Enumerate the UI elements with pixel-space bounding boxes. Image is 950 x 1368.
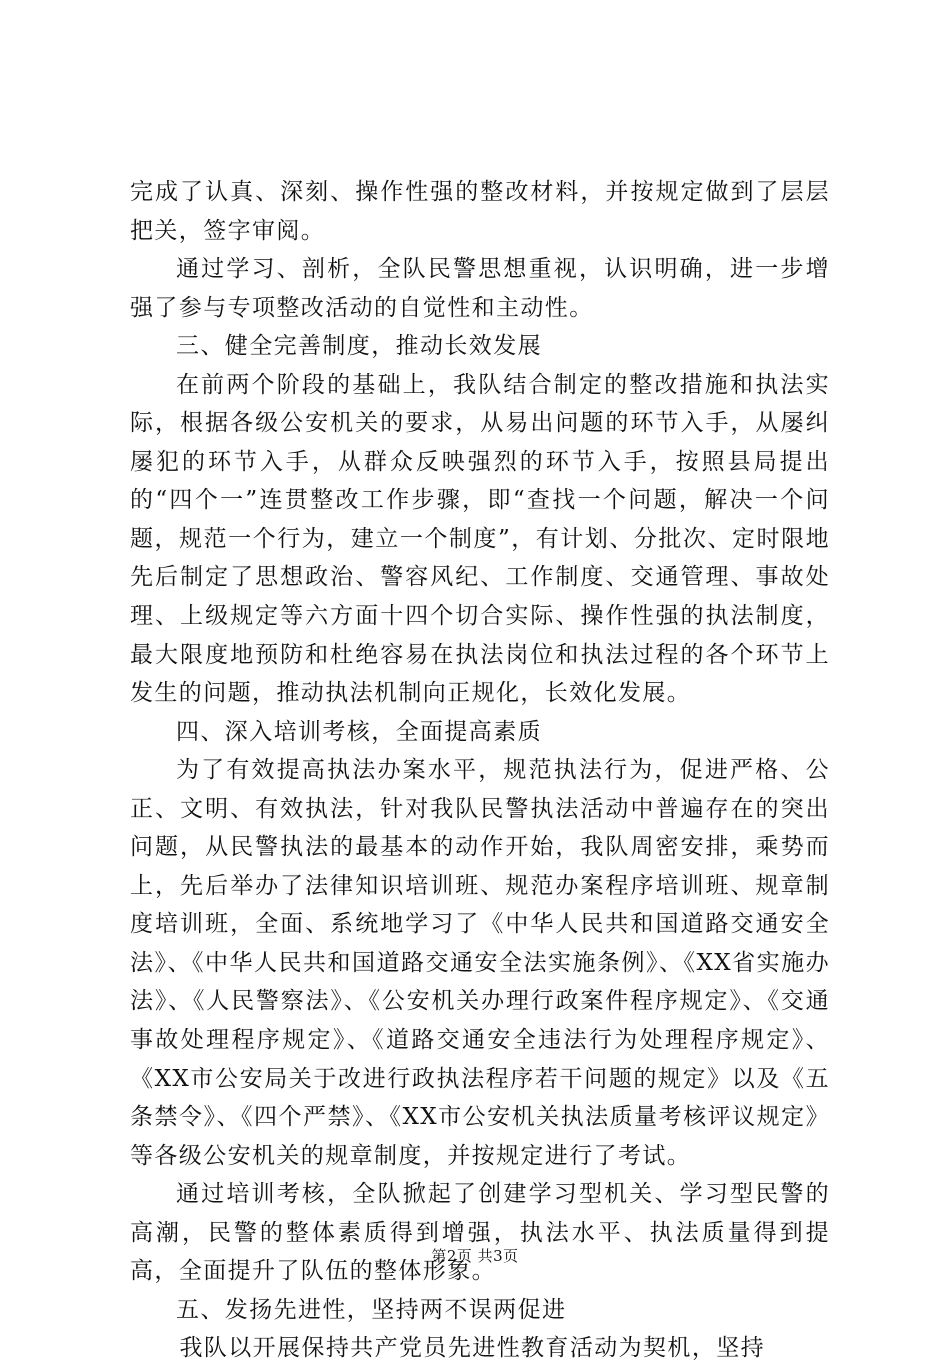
section-heading-4: 四、深入培训考核，全面提高素质 <box>176 718 542 745</box>
paragraph-advanced-education: 我队以开展保持共产党员先进性教育活动为契机，坚持 <box>179 1335 766 1362</box>
paragraph-study-result: 通过学习、剖析，全队民警思想重视，认识明确，进一步增强了参与专项整改活动的自觉性和主动性。 <box>130 256 830 321</box>
page-footer: 第2页 共3页 <box>431 1247 519 1265</box>
paragraph-continuation: 完成了认真、深刻、操作性强的整改材料，并按规定做到了层层把关，签字审阅。 <box>130 179 830 244</box>
section-heading-5: 五、发扬先进性，坚持两不误两促进 <box>176 1296 567 1323</box>
document-body <box>130 173 830 1368</box>
paragraph-training-result: 通过培训考核，全队掀起了创建学习型机关、学习型民警的高潮，民警的整体素质得到增强，执法水平、执法质量得到提高，全面提升了队伍的整体形象。 <box>130 1181 830 1285</box>
paragraph-system-building: 在前两个阶段的基础上，我队结合制定的整改措施和执法实际，根据各级公安机关的要求，从易出问题的环节入手，从屡纠屡犯的环节入手，从群众反映强烈的环节入手，按照县局提出的“四个一”连贯整改工作步骤，即“查找一个问题，解决一个问题，规范一个行为，建立一个制度”，有计划、分批次、定时限地先后制定了思想政治、警容风纪、工作制度、交通管理、事故处理、上级规定等六方面十四个切合实际、操作性强的执法制度，最大限度地预防和杜绝容易在执法岗位和执法过程的各个环节上发生的问题，推动执法机制向正规化，长效化发展。 <box>130 371 830 707</box>
section-heading-3: 三、健全完善制度，推动长效发展 <box>176 333 542 360</box>
paragraph-training: 为了有效提高执法办案水平，规范执法行为，促进严格、公正、文明、有效执法，针对我队民警执法活动中普遍存在的突出问题，从民警执法的最基本的动作开始，我队周密安排，乘势而上，先后举办了法律知识培训班、规范办案程序培训班、规章制度培训班，全面、系统地学习了《中华人民共和国道路交通安全法》、《中华人民共和国道路交通安全法实施条例》、《XX省实施办法》、《人民警察法》、《公安机关办理行政案件程序规定》、《交通事故处理程序规定》、《道路交通安全违法行为处理程序规定》、《XX市公安局关于改进行政执法程序若干问题的规定》以及《五条禁令》、《四个严禁》、《XX市公安机关执法质量考核评议规定》等各级公安机关的规章制度，并按规定进行了考试。 <box>130 757 830 1169</box>
